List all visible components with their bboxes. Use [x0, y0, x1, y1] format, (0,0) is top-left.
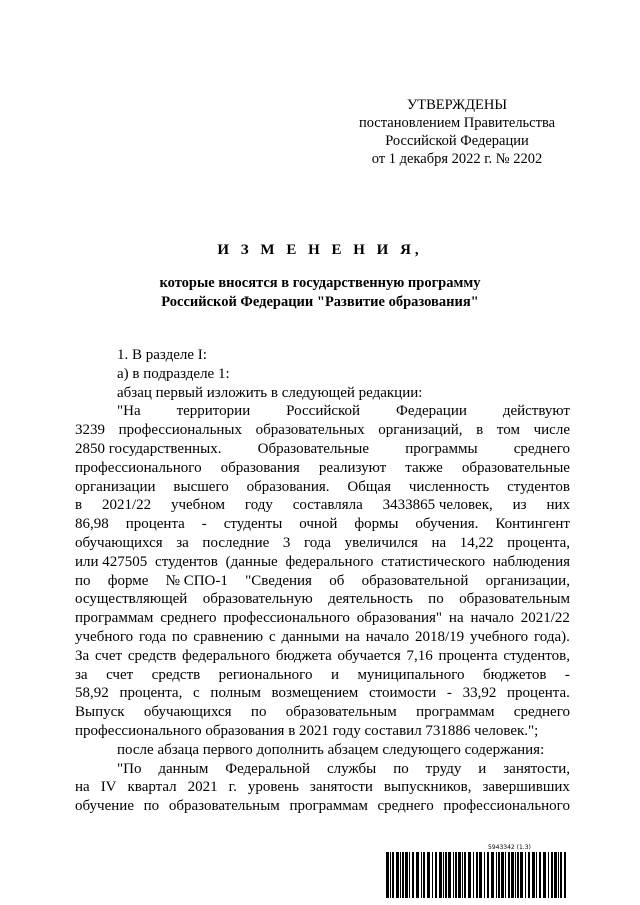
word: года [303, 534, 332, 551]
word: завершивших [482, 779, 570, 796]
word: 2021 [187, 779, 218, 796]
word: профессионального [75, 459, 202, 476]
word: образовательные [461, 459, 570, 476]
approval-date: от 1 декабря 2022 г. № 2202 [371, 151, 543, 167]
word: муниципального [357, 666, 465, 683]
word: 2018/19 [415, 628, 465, 645]
word: образовательной [361, 572, 469, 589]
word: образования [220, 459, 300, 476]
word: образования. [246, 478, 330, 495]
word: учебном [170, 497, 226, 514]
word: "По [117, 760, 142, 777]
word: увеличился [344, 534, 418, 551]
paragraph-line [75, 478, 570, 497]
word: наблюдения [492, 553, 570, 570]
paragraph-line [75, 609, 570, 628]
word: территории [176, 403, 251, 420]
word: За [75, 647, 90, 664]
word: - [201, 516, 207, 533]
word: сравнению [193, 628, 264, 645]
word: реализуют [318, 459, 387, 476]
word: студентов [507, 478, 570, 495]
paragraph-line: профессионального образования в 2021 году составил 731886 человек."; [75, 722, 539, 739]
word: том [496, 422, 520, 439]
word: с [193, 685, 200, 702]
paragraph-line [75, 459, 570, 478]
word: "На [117, 403, 141, 420]
paragraph-line: абзац первый изложить в следующей редакции: [117, 384, 423, 401]
paragraph-line [75, 778, 570, 797]
word: профессионального [443, 798, 570, 815]
word: с [268, 628, 276, 645]
word: формы [354, 516, 399, 533]
word: студентов, [503, 647, 570, 664]
word: обучения. [415, 516, 479, 533]
word: образовательных [255, 422, 365, 439]
word: - [446, 685, 452, 702]
paragraph-line [75, 666, 570, 685]
word: 3239 [75, 422, 105, 439]
word: IV [100, 779, 117, 796]
word: выпускников, [383, 779, 472, 796]
word: труду [425, 760, 462, 777]
word: 7,16 [406, 647, 433, 664]
paragraph-line [75, 684, 570, 703]
paragraph-line [75, 797, 570, 816]
word: деятельность [328, 591, 413, 608]
word: очной [299, 516, 338, 533]
word: организаций, [378, 422, 463, 439]
word: процента, [119, 685, 183, 702]
word: обучающихся [75, 534, 163, 551]
paragraph-line [75, 572, 570, 591]
word: 2850 государственных. [75, 440, 222, 457]
paragraph-line [75, 440, 570, 459]
word: обучение [75, 798, 134, 815]
word: среднего [377, 798, 434, 815]
approval-by: постановлением Правительства [358, 115, 556, 131]
word: студенты [223, 516, 283, 533]
word: 3433865 человек, [382, 497, 493, 514]
word: начало [365, 628, 410, 645]
word: - [564, 666, 570, 683]
paragraph-line [75, 703, 570, 722]
word: занятости, [503, 760, 570, 777]
word: среднего [513, 440, 570, 457]
document-subtitle [0, 274, 640, 312]
paragraph-line [75, 496, 570, 515]
word: по [143, 798, 160, 815]
word: 58,92 [75, 685, 109, 702]
paragraph-line [75, 515, 570, 534]
word: за [75, 666, 88, 683]
word: в [476, 422, 484, 439]
paragraph-line [75, 590, 570, 609]
word: статистического [381, 553, 486, 570]
word: Российской [286, 403, 361, 420]
document-body [75, 346, 570, 816]
word: полным [210, 685, 261, 702]
barcode-id: 5943342 (1.3) [488, 844, 531, 851]
word: года). [533, 628, 570, 645]
word: возмещением [271, 685, 359, 702]
word: году [244, 497, 273, 514]
word: по [250, 704, 267, 721]
word: программам [416, 704, 495, 721]
word: средств [127, 647, 177, 664]
paragraph-line: а) в подразделе 1: [117, 365, 230, 382]
word: уровень [247, 779, 299, 796]
word: из [512, 497, 527, 514]
word: последние [202, 534, 270, 551]
word: по [75, 572, 91, 589]
word: обучается [337, 647, 401, 664]
approval-authority: Российской Федерации [385, 133, 529, 149]
word: бюджета [275, 647, 332, 664]
word: счет [106, 666, 134, 683]
word: них [546, 497, 570, 514]
word: организации, [485, 572, 570, 589]
word: по [428, 591, 444, 608]
barcode-icon [386, 852, 568, 898]
word: студентов [155, 553, 218, 570]
word: по [393, 760, 409, 777]
subtitle-line-2: Российской Федерации "Развитие образования" [161, 294, 479, 310]
word: данными [281, 628, 340, 645]
word: службы [326, 760, 377, 777]
word: федерального [285, 553, 374, 570]
word: и [330, 666, 339, 683]
paragraph-line [75, 628, 570, 647]
word: действуют [502, 403, 570, 420]
word: учебного [75, 628, 134, 645]
word: № СПО-1 [165, 572, 228, 589]
word: программы [405, 440, 478, 457]
word: 2021/22 [520, 610, 570, 627]
paragraph-line [75, 553, 570, 572]
word: за [176, 534, 189, 551]
word: бюджетов [482, 666, 547, 683]
word: образовательным [459, 591, 570, 608]
approval-stamp [352, 96, 562, 168]
word: профессиональных [118, 422, 243, 439]
word: процента [125, 516, 185, 533]
word: или 427505 [75, 553, 148, 570]
word: образовательным [168, 798, 280, 815]
word: "Сведения [245, 572, 312, 589]
word: занятости [309, 779, 373, 796]
word: и [478, 760, 487, 777]
word: численность [408, 478, 490, 495]
approval-title: УТВЕРЖДЕНЫ [406, 97, 508, 113]
word: Выпуск [75, 704, 125, 721]
word: числе [533, 422, 570, 439]
word: на [345, 628, 360, 645]
word: форме [107, 572, 149, 589]
paragraph-line [75, 421, 570, 440]
word: года [138, 628, 167, 645]
word: на [431, 534, 447, 551]
word: начало [470, 610, 514, 627]
word: среднего [513, 704, 570, 721]
word: на [75, 779, 90, 796]
word: данным [158, 760, 209, 777]
word: квартал [127, 779, 177, 796]
word: 14,22 [459, 534, 494, 551]
word: по [171, 628, 188, 645]
word: процента [438, 647, 498, 664]
paragraph-line: 1. В разделе I: [117, 347, 207, 363]
word: образования" [356, 610, 443, 627]
word: 86,98 [75, 516, 109, 533]
word: программам [75, 610, 154, 627]
word: программам [289, 798, 368, 815]
word: Образовательные [257, 440, 370, 457]
word: федерального [182, 647, 271, 664]
word: Федеральной [225, 760, 311, 777]
word: 33,92 [462, 685, 497, 702]
word: об [329, 572, 345, 589]
word: образовательным [285, 704, 397, 721]
word: высшего [173, 478, 229, 495]
word: составляла [292, 497, 363, 514]
word: на [448, 610, 464, 627]
word: процента, [507, 534, 570, 551]
paragraph-line: после абзаца первого дополнить абзацем следующего содержания: [117, 741, 545, 758]
paragraph-line [75, 402, 570, 421]
word: 2021/22 [101, 497, 152, 514]
word: профессионального [223, 610, 350, 627]
word: учебного [470, 628, 529, 645]
word: (данные [225, 553, 278, 570]
word: процента. [507, 685, 570, 702]
word: также [405, 459, 443, 476]
word: осуществляющей [75, 591, 188, 608]
subtitle-line-1: которые вносятся в государственную программу [159, 275, 481, 291]
word: стоимости [369, 685, 437, 702]
word: Федерации [396, 403, 467, 420]
word: в [75, 497, 83, 514]
word: средств [151, 666, 201, 683]
word: образовательную [202, 591, 313, 608]
word: обучающихся [143, 704, 232, 721]
word: счет [94, 647, 123, 664]
word: регионального [218, 666, 313, 683]
word: г. [228, 779, 237, 796]
paragraph-line [75, 534, 570, 553]
word: Контингент [495, 516, 570, 533]
word: Общая [347, 478, 391, 495]
word: 3 [282, 534, 291, 551]
word: среднего [160, 610, 217, 627]
paragraph-line [75, 647, 570, 666]
word: организации [75, 478, 156, 495]
document-title: И З М Е Н Е Н И Я, [217, 242, 423, 258]
paragraph-line [75, 760, 570, 779]
